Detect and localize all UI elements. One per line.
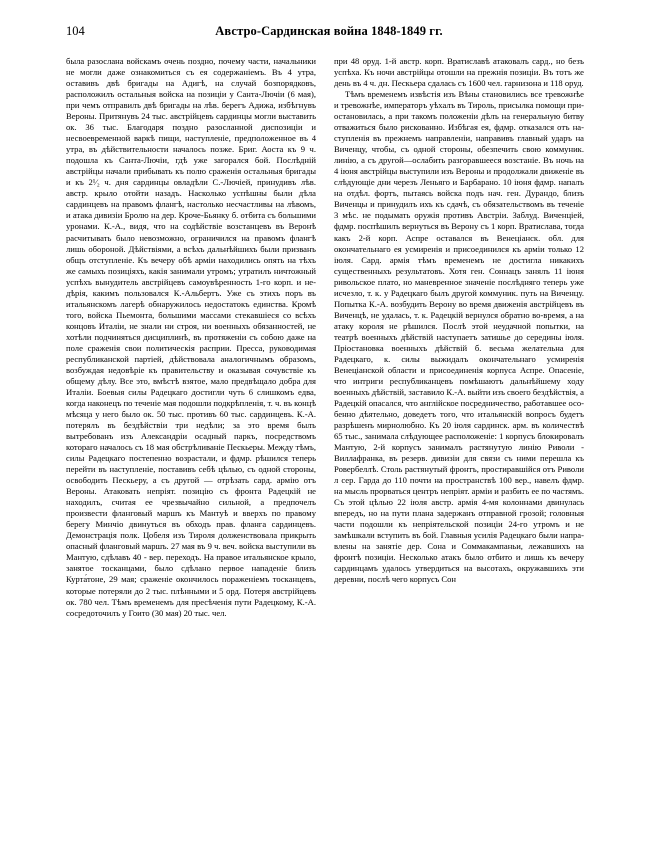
- paragraph: при 48 оруд. 1-й австр. корп. Вратиславѣ атаковалъ сард., но безъ успѣха. Къ ночи австрійцы отошли на прежнія позиціи. Въ тотъ же день въ 4 ч. дн. Пескьера сдалась съ 1600 чел. гарнизона и 118 оруд.: [334, 56, 584, 89]
- page-number: 104: [66, 24, 85, 38]
- text-columns: [66, 56, 584, 828]
- page-header: [66, 24, 584, 42]
- right-column: [334, 56, 584, 828]
- paragraph: Тѣмъ временемъ извѣстія изъ Вѣны становились все тревожнѣе и тревожнѣе, императоръ уѣхалъ въ Тироль, присылка помощи приостановилась, а при такомъ положеніи дѣлъ на генеральную битву отважиться было рискованно. Избѣгая ея, фдмр. отказался отъ наступленія въ прежнемъ направленіи, направивъ главный ударъ на Виченцу, чтобы, съ одной стороны, обезпечить свою коммуник. линію, а съ другой—ослабить разгоравшееся возстаніе. Въ ночь на 4 іюня австрійцы выступили изъ Вероны и продолжали движеніе въ слѣдующіе дни черезъ Леньяго и Барбарано. 10 іюня фдмр. напалъ на отдѣл. фортъ, пытаясь войска подъ нач. ген. Дурандо, близъ Виченцы и принудилъ ихъ къ сдачѣ, съ обязательствомъ въ теченіе 3 мѣс. не подымать оружія противъ Австріи. Заблуд. Виченціей, фдмр. поспѣшилъ вернуться въ Верону съ 1 корп. Вратислава, тогда какъ 2-й корп. Аспре оставался въ Венеціанск. обл. для окончательнаго ея усмиренія и присоединился къ арміи только 12 іюля. Сард. армія тѣмъ временемъ не достигла никакихъ существенныхъ результатовъ. Хотя ген. Соннацъ занялъ 11 іюня ривольское плато, но маневренное значеніе послѣдняго теперь уже исчезло, т. к. у Радецкаго былъ другой коммуник. путь на Виченцу. Попытка К.-А. возбудить Верону во время движенія австрійцевъ въ Виченцѣ, не удалась, т. к. Радецкій вернулся обратно во-время, а на атаку короля не рѣшился. Послѣ этой неудачной попытки, на театрѣ военныхъ дѣйствій наступаетъ затишье до середины іюля. Пріостановка военныхъ дѣйствій б. весьма желательна для Радецкаго, к. силы выжидалъ окончательнаго усмиренія Венеціанской области и присоединенія корпуса Аспре. Опасеніе, что интриги республиканцевъ помѣшаютъ дальнѣйшему ходу военныхъ дѣйствій, заставило К.-А. выйти изъ своего бездѣйствія, а Радецкій опасался, что англійское посредничество, работавшее особенно дѣятельно, доведетъ того, что итальянскій вопросъ будетъ разрѣшенъ мирнолюбно. Къ 20 іюля сардинск. арм. въ количествѣ 65 тыс., занимала слѣдующее расположеніе: 1 корпусъ блокировалъ Мантую, 2-й корпусъ занималъ растянутую линію Риволи - Виллафранка, въ резерв. дивизіи для связи съ ними перешла къ Ровербеллѣ. Столь растянутый фронтъ, простиравшійся отъ Риволи л сер. Гарда до 110 почти на пространствѣ 100 вер., навелъ фдмр. на мысль прорваться центръ непріят. арміи и разбить ее по частямъ. Съ этой цѣлью 22 іюля австр. армія 4-мя колоннами двинулась впередъ, но на пути плана задержанъ отправной грозой; головныя части подошли къ непріятельской позиціи 24-го утромъ и не замѣшкали вступить въ бой. Главныя усилія Радецкаго были направлены на занятіе дер. Сона и Соммакампаньи, лежавшихъ на фронтѣ позиціи. Несколько атакъ было отбито и лишь къ вечеру сардинцамъ удалось утвердиться на высотахъ, окружавшихъ эти деревни, послѣ чего корпусъ Сон: [334, 89, 584, 585]
- running-title: Австро-Сардинская война 1848-1849 гг.: [215, 24, 443, 38]
- paragraph: была разослана войскамъ очень поздно, почему части, начальники не могли даже ознакомиться съ ея содержаніемъ. Въ 4 утра, оставивъ двѣ бригады на Адигѣ, на случай бозпорядковъ, расположилъ остальныя войска на позиціи у Санта-Лючіи (6 мая), при чемъ отправилъ двѣ бригады на лѣв. берегъ Адижа, избѣгнувъ Вероны. Притянувъ 24 тыс. австрійцевъ сардинцы могли выставить ок. 36 тыс. Благодаря поздно разосланной диспозиціи и несвоевременной варкѣ пищи, наступленіе, предположенное въ 4 утра, въ дѣйствительности началось позже. Бриг. Аоста къ 9 ч. подошла къ Санта-Лючіи, гдѣ уже загорался бой. Послѣдній австрійцы начали прибывать къ полю сраженія остальныя бригады и къ 2¹⁄₂ ч. дня сардинцы овладѣли С.-Лючіей, принудивъ лѣв. австр. крыло отойти назадъ. Насколько успѣшны были дѣла сардинцевъ на правомъ флангѣ, настолько несчастливы на лѣвомъ, и атака дивизіи Бролю на дер. Кроче-Бьянку б. отбита съ большими уронами. К.-А., видя, что на содѣйствіе возстанцевъ въ Веронѣ расчитывать было невозможно, ограничился на правомъ флангѣ лишь обороной. Дѣйствіями, а всѣхъ дальнѣйшихъ были призванъ общъ отступленіе. Къ вечеру обѣ арміи находились опять на тѣхъ же самыхъ позиціяхъ, какія занимали утромъ; утратилъ ничтожный успѣхъ вынудитель австрійцевъ самоувѣренность 1-го корп. и недѣрія, какимъ пользовался К.-Альбертъ. Уже съ этихъ поръ въ итальянскомъ лагерѣ обнаружилось недостатокъ единства. Кромѣ того, войска Пьемонта, большими массами стекавшіеся со всѣхъ концовъ Италіи, не знали ни строя, ни военныхъ обязанностей, не хотѣли подчиняться дисциплинѣ, въ протяженіи съ собою даже на поле сраженія свои политическія расприи. Пресса, руководимая республиканской партіей, дѣйствовала аналогичнымъ образомъ, возбуждая недовѣріе къ правительству и оказывая сочувствіе къ общему дѣлу. Все это, вмѣстѣ взятое, мало предвѣщало добра для Италіи. Боевыя силы Радецкаго достигли чуть 6 слишкомъ едва, когда наконецъ по теченіе мая подошли подкрѣпленія, т. ч. въ концѣ мѣсяца у него было ок. 50 тыс. противъ 60 тыс. сардинцевъ. К.-А. потерялъ въ бездѣйствіи три недѣли; за это время былъ вытребованъ изъ Александріи осадный паркъ, посредствомъ котораго началось съ 18 мая обстрѣливаніе Пескьеры. Между тѣмъ, силы Радецкаго постепенно возрастали, и фдмр. рѣшился теперь перейти въ наступленіе, поставивъ себѣ цѣлью, съ одной стороны, освободить Пескьеру, а съ другой — отрѣзать сард. армію отъ Вероны. Атаковать непріят. позицію съ фронта Радецкій не находилъ, считая ее чрезвычайно сильной, а предпочелъ произвести фланговый маршъ къ Мантуѣ и вверхъ по правому берегу Минчіо двинуться въ обходъ прав. фланга сардинцевъ. Демонстрація полк. Цобеля изъ Тироля долженствовала прикрыть опасный фланговый маршъ. 27 мая въ 9 ч. веч. войска выступили въ Мантую, сдѣлавъ 40 - вер. переходъ. На правое итальянское крыло, занятое тосканцами, было сдѣлано первое нападеніе близъ Курта́тоне, 29 мая; сраженіе окончилось пораженіемъ тосканцевъ, которые потеряли до 2 тыс. плѣнными и 5 орд. Потеря австрійцевъ ок. 780 чел. Тѣмъ временемъ для пресѣченія пути Радецкому, К.-А. сосредоточилъ у Гоито (30 мая) 20 тыс. чел.: [66, 56, 316, 618]
- left-column: [66, 56, 316, 828]
